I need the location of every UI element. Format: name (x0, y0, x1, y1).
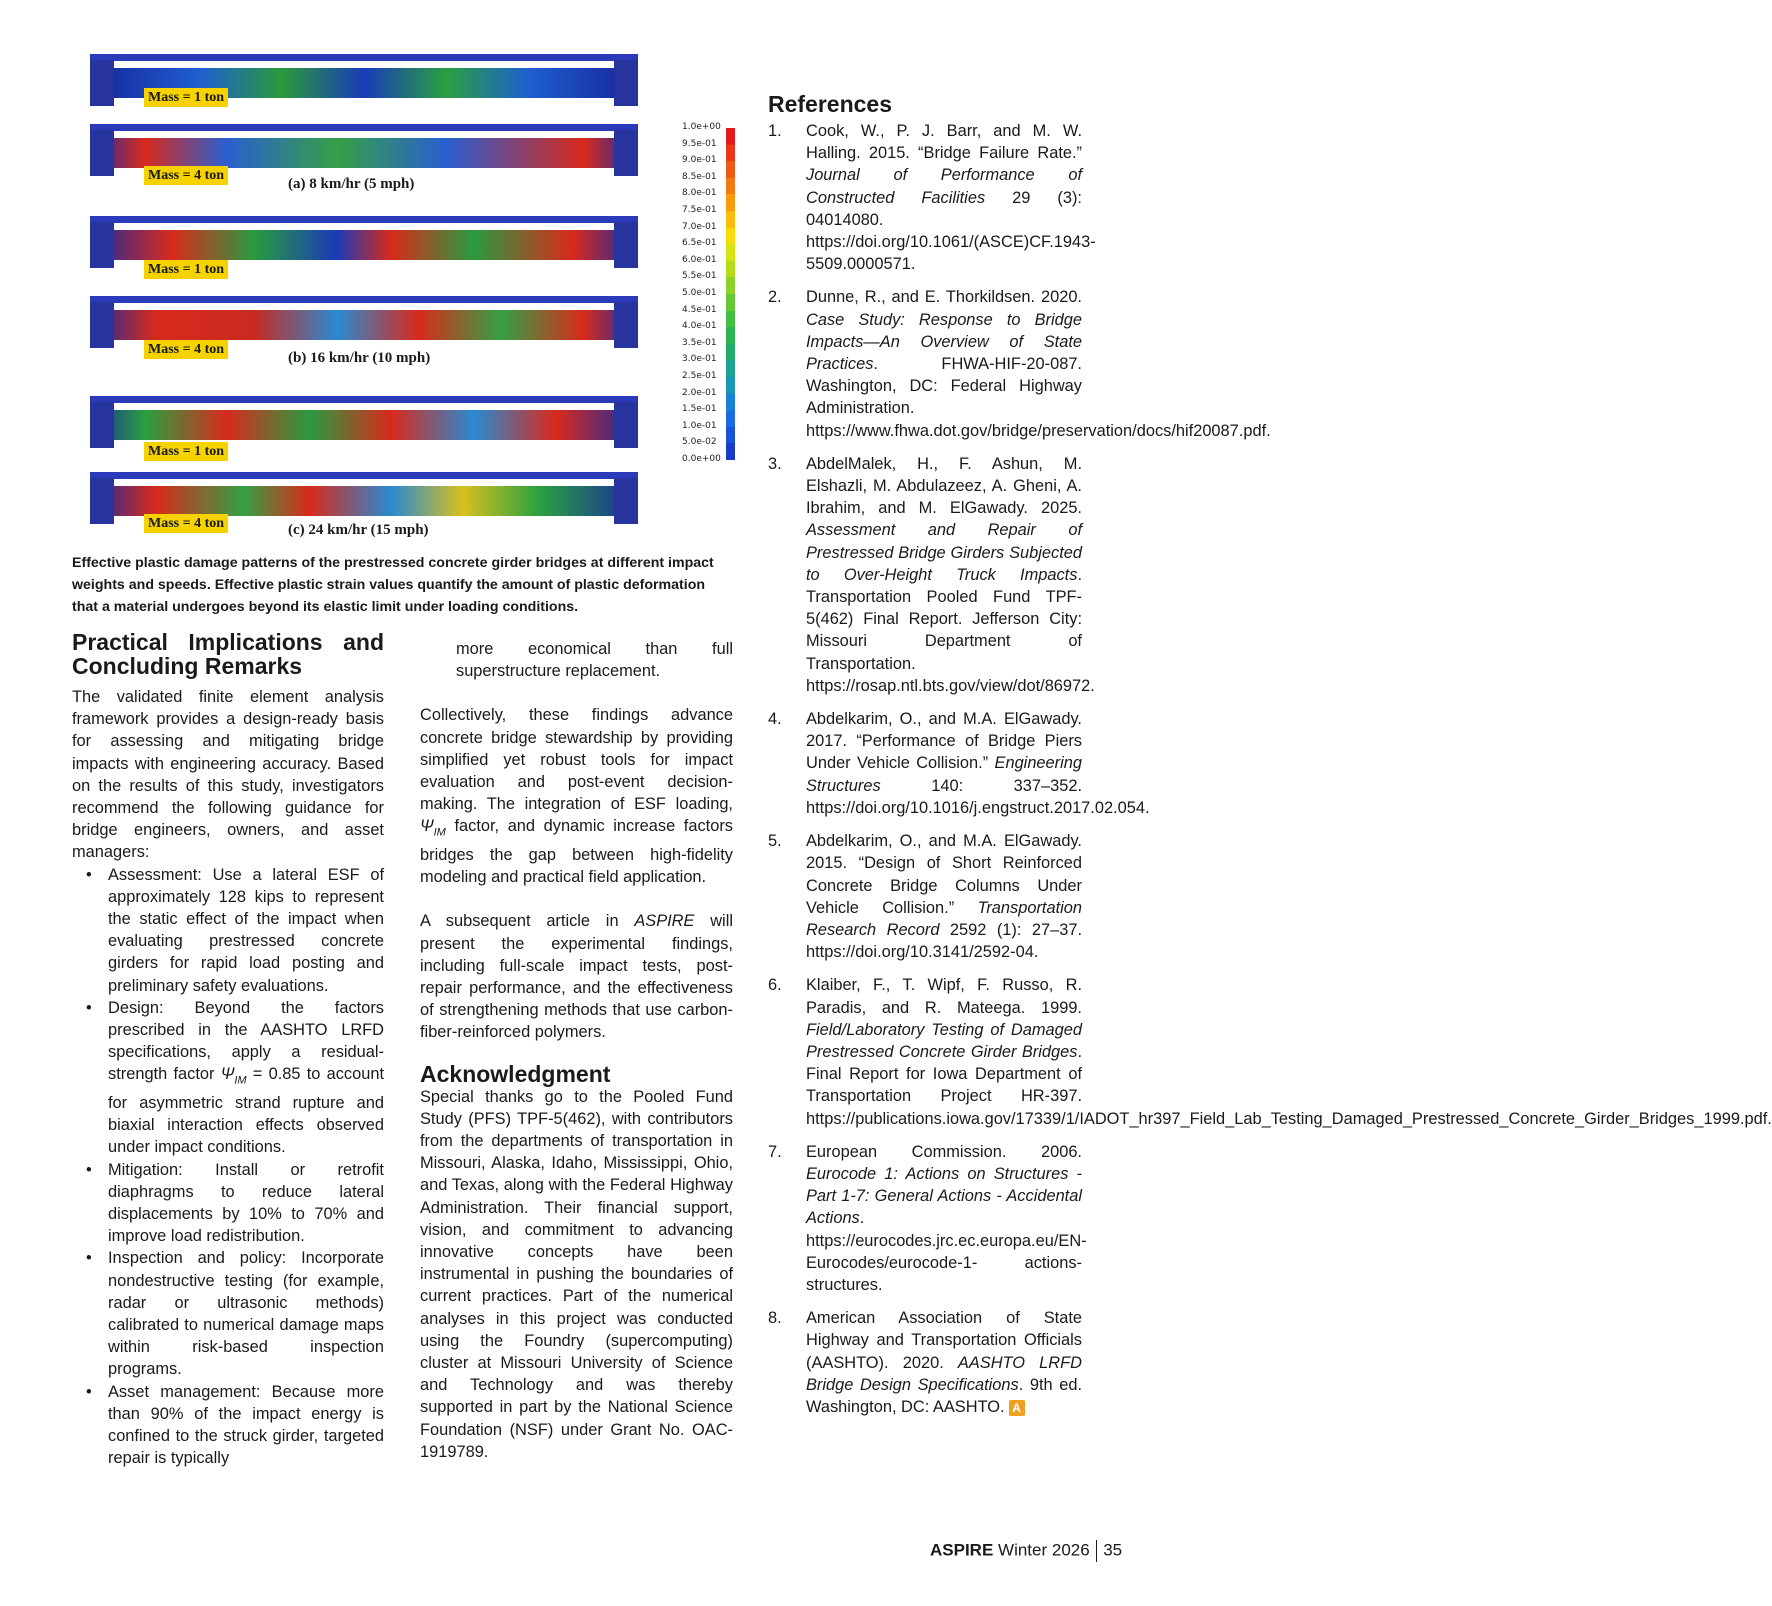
mass-label: Mass = 1 ton (144, 260, 228, 279)
reference-details: . Final Report for Iowa Department of Transportation Project HR-397. https://publications.iowa.gov/17339/1/IADOT_hr397_Field_Lab_Testing_Damaged_Prestressed_Concrete_Girder_Bridges_1999.pdf. (806, 1042, 1772, 1128)
reference-title: Case Study: Response to Bridge Impacts—An Overview of State Practices (806, 310, 1082, 374)
reference-title: Engineering Structures (806, 754, 1082, 795)
damage-panel-a2 (90, 124, 638, 182)
scale-color-band (726, 443, 735, 460)
page-footer (930, 1540, 1122, 1562)
reference-item (768, 120, 1096, 275)
damage-panel-c1 (90, 396, 638, 459)
speed-label-c: (c) 24 km/hr (15 mph) (288, 522, 429, 538)
scale-tick-label: 4.0e-01 (682, 321, 717, 332)
scale-tick-label: 4.5e-01 (682, 304, 717, 315)
scale-color-band (726, 410, 735, 427)
figure-caption: Effective plastic damage patterns of the prestressed concrete girder bridges at different impact weights and speeds. Effective plastic strain values quantify the amount of plastic deformation that a material undergoes beyond its elastic limit under loading conditions. (72, 555, 714, 615)
speed-label-a: (a) 8 km/hr (5 mph) (288, 176, 415, 192)
reference-number: 8. (768, 1309, 782, 1328)
figure (70, 48, 760, 560)
reference-text: Abdelkarim, O., and M.A. ElGawady. 2017. “Performance of Bridge Piers Under Vehicle Collision.” (806, 710, 1082, 773)
scale-tick-label: 5.0e-01 (682, 288, 717, 298)
reference-text: Klaiber, F., T. Wipf, F. Russo, R. Paradis, and R. Mateega. 1999. (806, 976, 1082, 1017)
scale-tick-label: 6.0e-01 (682, 254, 717, 265)
design-text-before: Design: Beyond the factors prescribed in the AASHTO LRFD specifications, apply a residual-strength factor (108, 998, 384, 1084)
reference-details: . FHWA-HIF-20-087. Washington, DC: Federal Highway Administration. https://www.fhwa.dot.gov/bridge/preservation/docs/hif20087.pdf. (806, 355, 1271, 440)
list-item: • Asset management: Because more than 90% of the impact energy is confined to the struck girder, targeted repair is typically (72, 1381, 384, 1470)
scale-tick-label: 2.5e-01 (682, 371, 717, 381)
footer-brand: ASPIRE (930, 1540, 994, 1560)
acknowledgment-heading: Acknowledgment (420, 1060, 611, 1087)
mass-label: Mass = 4 ton (144, 340, 228, 359)
scale-color-band (726, 228, 735, 245)
mass-label: Mass = 1 ton (144, 442, 228, 461)
reference-text: American Association of State Highway and Transportation Officials (AASHTO). 2020. (806, 1309, 1082, 1372)
scale-tick-label: 9.0e-01 (682, 155, 717, 166)
mass-label: Mass = 1 ton (144, 88, 228, 107)
page-number: 35 (1103, 1540, 1123, 1560)
scale-color-band (726, 311, 735, 328)
scale-tick-label: 3.0e-01 (682, 354, 717, 365)
continued-text: more economical than full superstructure replacement. (456, 640, 733, 681)
reference-details: . 9th ed. Washington, DC: AASHTO. (806, 1375, 1082, 1416)
scale-tick-label: 1.5e-01 (682, 404, 717, 415)
reference-details: 2592 (1): 27–37. https://doi.org/10.3141/2592-04. (806, 920, 1083, 962)
scale-tick-label: 1.0e+00 (682, 122, 721, 132)
reference-title: Transportation Research Record (806, 898, 1082, 939)
scale-color-band (726, 194, 735, 211)
psi-symbol: Ψ (220, 1065, 235, 1084)
scale-color-band (726, 377, 735, 394)
scale-color-band (726, 394, 735, 411)
reference-text: Cook, W., P. J. Barr, and M. W. Halling. 2015. “Bridge Failure Rate.” (806, 122, 1082, 163)
reference-list (768, 120, 1772, 1418)
subsequent-text-after: will present the experimental findings, including full-scale impact tests, post-repair performance, and the effectiveness of strengthening methods that use carbon-fiber-reinforced polymers. (420, 912, 733, 1042)
speed-label-b: (b) 16 km/hr (10 mph) (288, 350, 431, 366)
reference-item (768, 1307, 1082, 1418)
reference-text: Dunne, R., and E. Thorkildsen. 2020. (806, 288, 1082, 307)
reference-item (768, 1141, 1087, 1296)
footer-issue: Winter 2026 (998, 1540, 1090, 1560)
column-2 (420, 638, 733, 1463)
scale-tick-label: 1.0e-01 (682, 420, 717, 431)
scale-tick-label: 7.0e-01 (682, 221, 717, 232)
reference-title: Assessment and Repair of Prestressed Bridge Girders Subjected to Over-Height Truck Impacts (806, 521, 1082, 584)
footer-separator (1096, 1540, 1098, 1562)
scale-tick-label: 8.5e-01 (682, 171, 717, 182)
guidance-list (72, 864, 384, 1470)
damage-panel-b2 (90, 296, 638, 357)
aspire-logo-icon: A (1009, 1400, 1025, 1416)
scale-color-band (726, 211, 735, 228)
damage-panel-b1 (90, 216, 638, 277)
reference-number: 7. (768, 1142, 782, 1161)
scale-color-band (726, 294, 735, 311)
scale-tick-label: 2.0e-01 (682, 387, 717, 398)
aspire-italic: ASPIRE (634, 912, 695, 931)
reference-title: Field/Laboratory Testing of Damaged Prestressed Concrete Girder Bridges (806, 1020, 1082, 1061)
psi-symbol: Ψ (420, 817, 434, 836)
list-item: • Inspection and policy: Incorporate nondestructive testing (for example, radar or ultrasonic methods) calibrated to numerical damage maps within risk-based inspection programs. (72, 1247, 384, 1380)
list-item: • Assessment: Use a lateral ESF of approximately 128 kips to represent the static effect of the impact when evaluating prestressed concrete girders for rapid load posting and preliminary safety evaluations. (72, 864, 384, 997)
scale-tick-label: 3.5e-01 (682, 337, 717, 348)
references-heading: References (768, 91, 893, 117)
scale-tick-label: 8.0e-01 (682, 188, 717, 199)
scale-tick-label: 0.0e+00 (682, 454, 721, 464)
reference-details: . https://eurocodes.jrc.ec.europa.eu/EN-Eurocodes/eurocode-1- actions-structures. (806, 1209, 1087, 1294)
reference-item (768, 974, 1772, 1129)
reference-text: AbdelMalek, H., F. Ashun, M. Elshazli, M. Abdulazeez, A. Gheni, A. Ibrahim, and M. ElGawady. 2025. (806, 454, 1082, 518)
acknowledgment-paragraph: Special thanks go to the Pooled Fund Study (PFS) TPF-5(462), with contributors from the departments of transportation in Missouri, Alaska, Idaho, Mississippi, Ohio, and Texas, along with the Federal Highway Administration. Their financial support, vision, and commitment to advancing innovative concepts have been instrumental in pushing the boundaries of current practices. Part of the numerical analyses in this project was conducted using the Foundry (supercomputing) cluster at Missouri University of Science and Technology and was thereby supported in part by the National Science Foundation (NSF) under Grant No. OAC-1919789. (420, 1087, 733, 1461)
damage-panel-a1 (90, 54, 638, 112)
scale-tick-label: 5.5e-01 (682, 271, 717, 282)
reference-title: Journal of Performance of Constructed Facilities (806, 166, 1082, 207)
section-heading: Practical Implications and Concluding Remarks (72, 629, 384, 679)
list-item (72, 997, 384, 1159)
mass-label: Mass = 4 ton (144, 166, 228, 185)
findings-text-before: Collectively, these findings advance concrete bridge stewardship by providing simplified yet robust tools for impact evaluation and post-event decision-making. The integration of ESF loading, (420, 706, 733, 814)
column-1 (72, 630, 384, 1469)
subsequent-text-before: A subsequent article in (420, 912, 635, 931)
scale-color-band (726, 327, 735, 344)
reference-item (768, 830, 1082, 963)
scale-color-band (726, 261, 735, 278)
reference-number: 6. (768, 976, 782, 995)
psi-subscript: IM (433, 826, 446, 839)
scale-color-band (726, 128, 735, 145)
scale-color-band (726, 178, 735, 195)
reference-number: 4. (768, 710, 782, 729)
reference-details: 140: 337–352. https://doi.org/10.1016/j.engstruct.2017.02.054. (806, 776, 1150, 817)
scale-color-band (726, 427, 735, 444)
design-text-after: = 0.85 to account for asymmetric strand rupture and biaxial interaction effects observed under impact conditions. (108, 1065, 385, 1157)
scale-tick-label: 6.5e-01 (682, 238, 717, 249)
scale-color-band (726, 161, 735, 178)
list-item: • Mitigation: Install or retrofit diaphragms to reduce lateral displacements by 10% to 70% and improve load redistribution. (72, 1159, 384, 1248)
reference-title: Eurocode 1: Actions on Structures - Part 1-7: General Actions - Accidental Actions (806, 1164, 1082, 1228)
intro-paragraph: The validated finite element analysis framework provides a design-ready basis for assessing and mitigating bridge impacts with engineering accuracy. Based on the results of this study, investigators recommend the following guidance for bridge engineers, owners, and asset managers: (72, 688, 384, 862)
mass-label: Mass = 4 ton (144, 514, 228, 533)
reference-details: 29 (3): 04014080. https://doi.org/10.1061/(ASCE)CF.1943-5509.0000571. (806, 188, 1096, 274)
reference-number: 3. (768, 454, 782, 473)
findings-paragraph (420, 704, 733, 888)
reference-item (768, 453, 1095, 697)
scale-tick-label: 5.0e-02 (682, 437, 717, 448)
reference-title: AASHTO LRFD Bridge Design Specifications (806, 1353, 1082, 1394)
reference-text: Abdelkarim, O., and M.A. ElGawady. 2015. “Design of Short Reinforced Concrete Bridge Columns Under Vehicle Collision.” (806, 832, 1082, 917)
scale-color-band (726, 344, 735, 361)
reference-number: 2. (768, 288, 782, 307)
scale-tick-label: 7.5e-01 (682, 205, 717, 215)
reference-number: 1. (768, 122, 782, 140)
subsequent-paragraph (420, 910, 733, 1043)
reference-item (768, 708, 1150, 819)
reference-item (768, 286, 1271, 441)
reference-number: 5. (768, 832, 782, 851)
reference-text: European Commission. 2006. (806, 1142, 1082, 1161)
findings-text-after: factor, and dynamic increase factors bridges the gap between high-fidelity modeling and practical field application. (420, 817, 733, 887)
psi-subscript: IM (234, 1074, 247, 1087)
scale-tick-label: 9.5e-01 (682, 138, 717, 149)
scale-color-band (726, 244, 735, 261)
references (768, 91, 1772, 1429)
scale-color-band (726, 277, 735, 294)
scale-color-band (726, 360, 735, 377)
reference-details: . Transportation Pooled Fund TPF-5(462) Final Report. Jefferson City: Missouri Department of Transportation. https://rosap.ntl.bts.gov/view/dot/86972. (806, 565, 1095, 695)
scale-color-band (726, 145, 735, 162)
